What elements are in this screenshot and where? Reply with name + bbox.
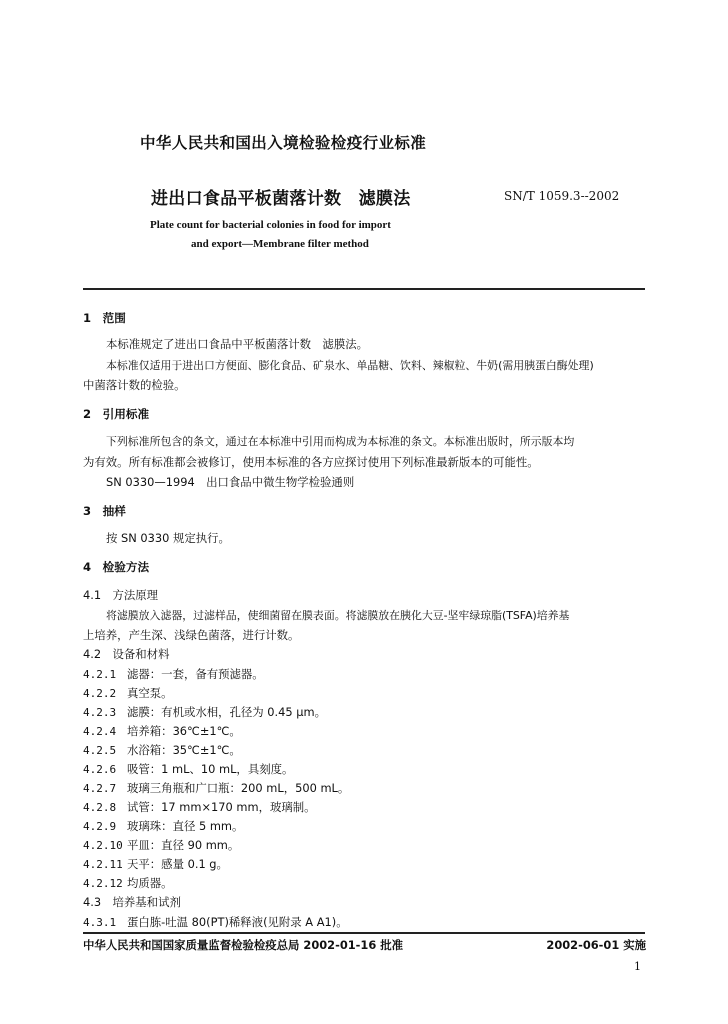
item-text: 试管：17 mm×170 mm，玻璃制。 [127, 800, 316, 814]
list-item [83, 723, 241, 739]
list-item [83, 780, 349, 796]
item-number: 4.2.10 [83, 839, 123, 852]
list-item [83, 818, 243, 834]
item-number: 4.3.1 [83, 916, 117, 929]
doc-title: 进出口食品平板菌落计数 滤膜法 [151, 189, 411, 209]
item-number: 4.2.8 [83, 801, 117, 814]
item-text: 玻璃珠：直径 5 mm。 [127, 819, 244, 833]
footer-divider [83, 932, 645, 934]
section-4-1-para-line-1: 将滤膜放入滤器，过滤样品，使细菌留在膜表面。将滤膜放在胰化大豆-坚牢绿琼脂(TSFA)培养基 [106, 609, 570, 622]
item-text: 吸管：1 mL、10 mL，具刻度。 [127, 762, 294, 776]
item-number: 4.2.1 [83, 668, 117, 681]
section-4-heading: 4 检验方法 [83, 560, 150, 574]
section-3-heading: 3 抽样 [83, 504, 126, 518]
list-item [83, 761, 293, 777]
list-item [83, 856, 228, 872]
item-number: 4.2.3 [83, 706, 117, 719]
item-number: 4.2.12 [83, 877, 123, 890]
section-2-para-line-2: 为有效。所有标准都会被修订，使用本标准的各方应探讨使用下列标准最新版本的可能性。 [83, 455, 539, 469]
list-item [83, 799, 316, 815]
section-1-para-1: 本标准规定了进出口食品中平板菌落计数 滤膜法。 [106, 337, 368, 351]
list-item [83, 666, 264, 682]
item-number: 4.2.4 [83, 725, 117, 738]
item-text: 培养箱：36℃±1℃。 [127, 724, 241, 738]
section-1-heading: 1 范围 [83, 311, 126, 325]
list-item [83, 742, 241, 758]
item-number: 4.2.2 [83, 687, 117, 700]
item-text: 天平：感量 0.1 g。 [127, 857, 228, 871]
item-text: 玻璃三角瓶和广口瓶：200 mL，500 mL。 [127, 781, 350, 795]
item-text: 平皿：直径 90 mm。 [127, 838, 240, 852]
item-number: 4.2.6 [83, 763, 117, 776]
section-2-para-line-1: 下列标准所包含的条文，通过在本标准中引用而构成为本标准的条文。本标准出版时，所示版本均 [106, 435, 575, 448]
section-4-3-heading: 4.3 培养基和试剂 [83, 895, 181, 909]
item-number: 4.2.5 [83, 744, 117, 757]
item-number: 4.2.9 [83, 820, 117, 833]
item-number: 4.2.11 [83, 858, 123, 871]
en-title-line1: Plate count for bacterial colonies in food for import [150, 219, 391, 231]
page-number: 1 [634, 960, 641, 973]
list-item [83, 875, 173, 891]
section-4-2-heading: 4.2 设备和材料 [83, 647, 170, 661]
item-number: 4.2.7 [83, 782, 117, 795]
item-text: 真空泵。 [127, 686, 173, 700]
footer-issuer: 中华人民共和国国家质量监督检验检疫总局 2002-01-16 批准 [83, 938, 403, 952]
section-2-reference: SN 0330—1994 出口食品中微生物学检验通则 [106, 475, 355, 489]
en-title-line2: and export—Membrane filter method [191, 238, 369, 250]
item-text: 均质器。 [127, 876, 173, 890]
org-title: 中华人民共和国出入境检验检疫行业标准 [140, 134, 427, 152]
section-3-para: 按 SN 0330 规定执行。 [106, 531, 230, 545]
footer-effective-date: 2002-06-01 实施 [546, 938, 646, 952]
header-divider [83, 288, 645, 290]
section-1-para-2-line-2: 中菌落计数的检验。 [83, 378, 186, 392]
section-4-1-heading: 4.1 方法原理 [83, 588, 159, 602]
item-text: 蛋白胨-吐温 80(PT)稀释液(见附录 A A1)。 [127, 915, 348, 929]
item-text: 水浴箱：35℃±1℃。 [127, 743, 241, 757]
section-1-para-2-line-1: 本标准仅适用于进出口方便面、膨化食品、矿泉水、单晶糖、饮料、辣椒粒、牛奶(需用胰蛋白酶处理) [106, 359, 594, 372]
doc-code: SN/T 1059.3--2002 [504, 189, 620, 203]
item-text: 滤膜：有机或水相，孔径为 0.45 μm。 [127, 705, 327, 719]
list-item [83, 685, 173, 701]
list-item [83, 914, 348, 930]
section-2-heading: 2 引用标准 [83, 407, 150, 421]
list-item [83, 704, 326, 720]
list-item [83, 837, 239, 853]
section-4-1-para-line-2: 上培养，产生深、浅绿色菌落，进行计数。 [83, 628, 300, 642]
item-text: 滤器：一套，备有预滤器。 [127, 667, 264, 681]
